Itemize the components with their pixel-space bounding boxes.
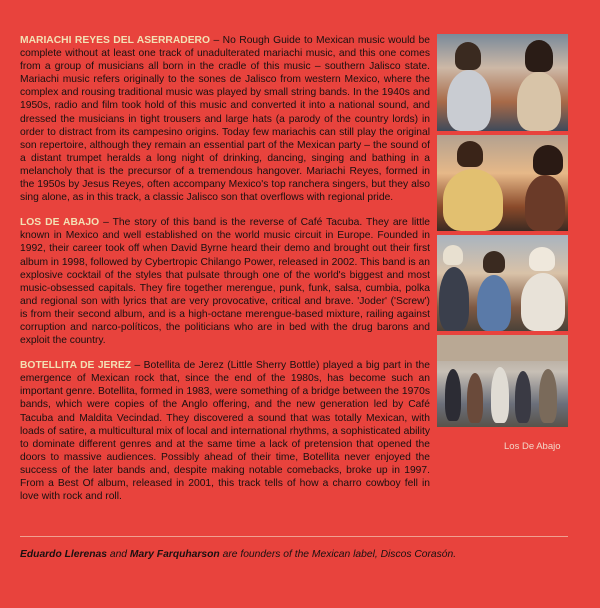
band-photo-3	[437, 235, 568, 331]
section-body: – No Rough Guide to Mexican music would be complete without at least one track of unadulterated mariachi music, and this one comes from a group of musicians all born in the cradle of this music – southern Jalisco state. Mariachi music refers originally to the sones de Jalisco from western Mexico, where the complex and rousing traditional music was played by small string bands. In the 1940s and 1950s, radio and film took hold of this music and converted it into a national sound, and dressed the musicians in tight trousers and large hats (a parody of the country lords) in order to distract from its campesino origins. Today few mariachis can still play the original son repertoire, although they remain an essential part of the Mexican party – the sound of a distant trumpet heralds a long night of drinking, dancing, singing and bathing in a melancholy that is the precursor of a tremendous hangover. Mariachi Reyes, formed in the 1950s by Jesus Reyes, often accompany Mexico's top ranchera singers, but they also sing alone, as in this track, a classic Jalisco son that overflows with regional pride.	[20, 35, 430, 204]
band-photo-2	[437, 135, 568, 231]
section-heading: LOS DE ABAJO	[20, 217, 100, 229]
divider	[20, 536, 568, 537]
author-name-2: Mary Farquharson	[129, 549, 220, 560]
footer-and: and	[106, 549, 130, 560]
section-heading: MARIACHI REYES DEL ASERRADERO	[20, 35, 211, 46]
band-photo-4	[437, 335, 568, 427]
band-photo-1	[437, 34, 568, 131]
author-name-1: Eduardo Llerenas	[20, 549, 107, 560]
section-heading: BOTELLITA DE JEREZ	[20, 360, 132, 372]
section-botellita	[20, 359, 430, 503]
footer-text: are founders of the Mexican label, Discos Corasón.	[219, 549, 457, 560]
article-text	[20, 34, 430, 515]
photo-caption: Los De Abajo	[504, 441, 561, 452]
photo-column	[437, 34, 569, 431]
section-mariachi	[20, 34, 430, 204]
section-body: – The story of this band is the reverse of Café Tacuba. They are little known in Mexico and well established on the world music circuit in Europe. Founded in 1992, their career took off when David Byrne heard their demo and brought out their first album in 1998, followed by Cybertropic Chilango Power, released in 2002. This band is an explosive cocktail of the styles that pulsate through one of the world's biggest and most music-obsessed capitals. They fire together merengue, punk, funk, salsa, cumbia, polka and regional son with lyrics that are very provocative, critical and brave. 'Joder' ('Screw') is from their second album, and is a high-octane merengue-based mixture, railing against corruption and narco-políticos, the politicians who are in bed with the drug barons and exploit the country.	[20, 217, 431, 347]
section-los-de-abajo	[20, 216, 430, 347]
section-body: – Botellita de Jerez (Little Sherry Bottle) played a big part in the emergence of Mexican rock that, since the end of the 1980s, has become such an important genre. Botellita, formed in 1983, were something of a bridge between the 1970s bands, which were copies of the Anglo offering, and the new generation led by Café Tacuba and Maldita Vecindad. They discovered a sound that was totally Mexican, with loads of satire, a multicultural mix of local and international rhythms, a sophisticated ability to dominate different genres and at the same time a lack of pretension that opened the doors to massive audiences. Possibly ahead of their time, Botellita never enjoyed the success of the later bands and, despite making notable comebacks, broke up in 1997. From a Best Of album, released in 2001, this track tells of how a charro cowboy fell in love with rock and roll.	[20, 360, 430, 503]
footer-note	[20, 548, 568, 561]
